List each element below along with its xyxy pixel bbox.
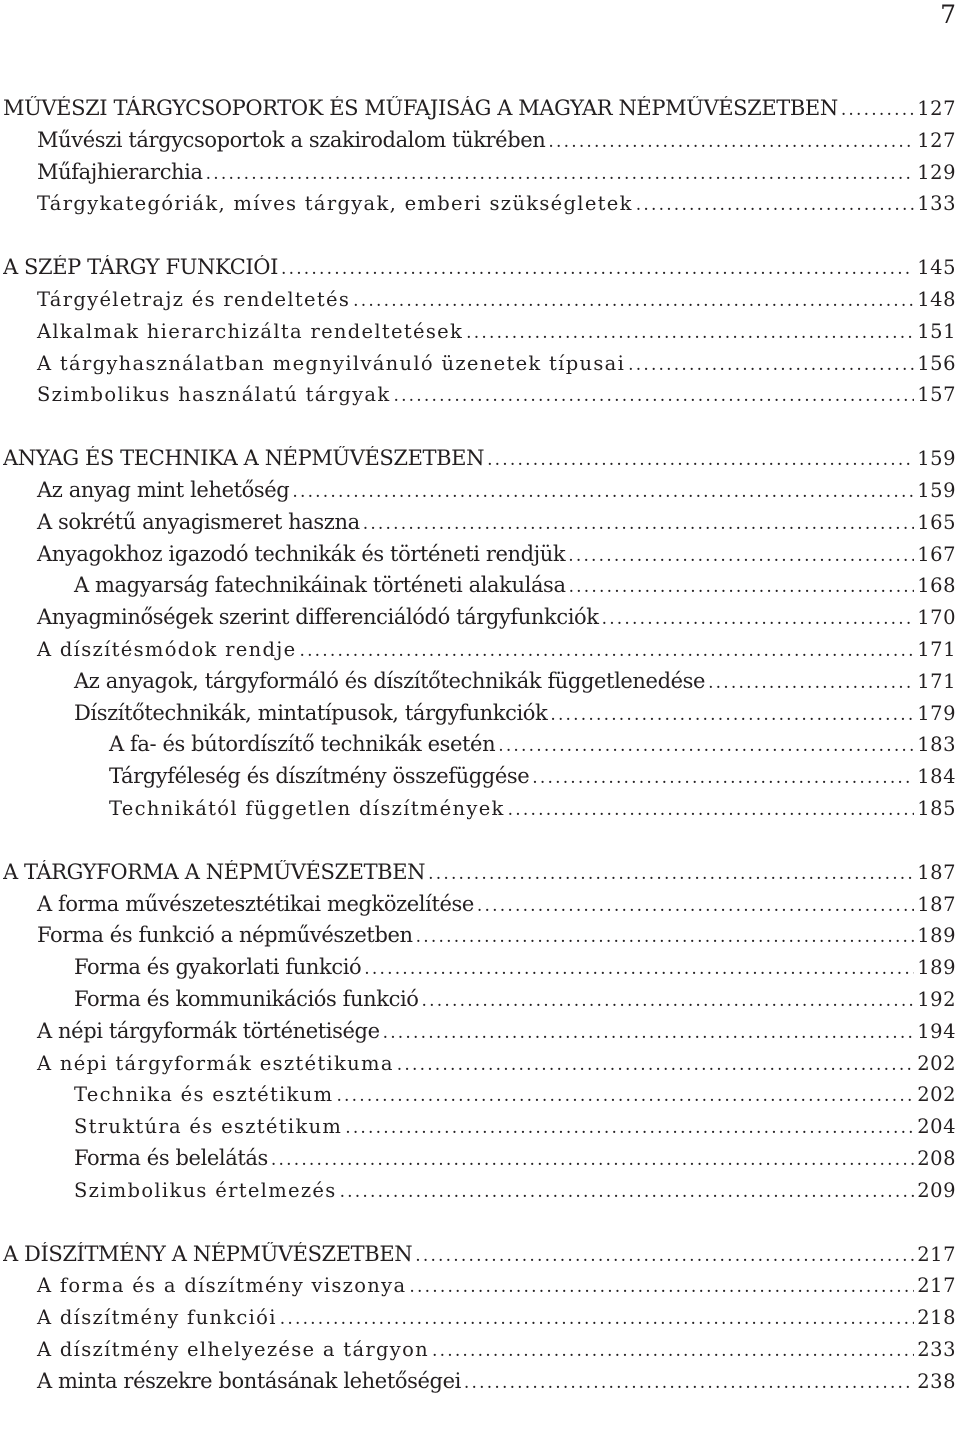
toc-entry bbox=[3, 1273, 956, 1305]
toc-entry-page-number: 179 bbox=[917, 701, 956, 725]
dot-leader bbox=[568, 542, 914, 566]
toc-entry-title: Tárgyéletrajz és rendeltetés bbox=[37, 287, 351, 311]
toc-entry-page-number: 157 bbox=[917, 383, 956, 407]
dot-leader bbox=[532, 764, 914, 788]
dot-leader bbox=[487, 446, 914, 470]
toc-section bbox=[3, 1242, 956, 1401]
toc-entry-page-number: 184 bbox=[917, 765, 956, 789]
toc-entry-page-number: 218 bbox=[917, 1306, 956, 1330]
toc-entry-page-number: 204 bbox=[917, 1115, 956, 1139]
toc-entry-page-number: 187 bbox=[917, 860, 956, 884]
dot-leader bbox=[383, 1019, 915, 1043]
toc-entry-page-number: 127 bbox=[917, 97, 956, 120]
toc-chapter-entry bbox=[3, 96, 956, 128]
dot-leader bbox=[415, 1242, 914, 1266]
page-number: 7 bbox=[940, 0, 956, 29]
toc-entry-title: MŰVÉSZI TÁRGYCSOPORTOK ÉS MŰFAJISÁG A MAGYAR NÉPMŰVÉSZETBEN bbox=[3, 96, 838, 120]
dot-leader bbox=[416, 923, 915, 947]
dot-leader bbox=[548, 128, 914, 152]
toc-entry-title: Anyagokhoz igazodó technikák és történeti rendjük bbox=[37, 541, 566, 566]
toc-entry bbox=[3, 1051, 956, 1083]
toc-entry-page-number: 194 bbox=[917, 1019, 956, 1043]
toc-entry-page-number: 208 bbox=[917, 1146, 956, 1170]
toc-entry-page-number: 185 bbox=[917, 796, 956, 820]
toc-entry-title: A díszítmény elhelyezése a tárgyon bbox=[37, 1337, 429, 1361]
toc-entry-page-number: 202 bbox=[917, 1051, 956, 1075]
toc-entry-title: A tárgyhasználatban megnyilvánuló üzenetek típusai bbox=[37, 351, 626, 375]
toc-entry-page-number: 168 bbox=[917, 574, 956, 598]
toc-entry bbox=[3, 191, 956, 223]
toc-entry-page-number: 187 bbox=[917, 892, 956, 916]
dot-leader bbox=[498, 732, 914, 756]
toc-entry-title: Az anyagok, tárgyformáló és díszítőtechnikák függetlenedése bbox=[74, 668, 706, 693]
toc-entry-page-number: 159 bbox=[917, 478, 956, 502]
dot-leader bbox=[271, 1146, 914, 1170]
dot-leader bbox=[393, 382, 914, 406]
dot-leader bbox=[292, 478, 914, 502]
toc-entry-title: A népi tárgyformák történetisége bbox=[37, 1018, 380, 1043]
toc-entry-title: Szimbolikus használatú tárgyak bbox=[37, 383, 391, 407]
toc-entry-page-number: 238 bbox=[917, 1369, 956, 1393]
dot-leader bbox=[602, 605, 915, 629]
toc-entry-title: A TÁRGYFORMA A NÉPMŰVÉSZETBEN bbox=[3, 859, 426, 884]
toc-entry bbox=[3, 1178, 956, 1210]
toc-chapter-entry bbox=[3, 1242, 956, 1274]
toc-entry-page-number: 217 bbox=[917, 1242, 956, 1266]
dot-leader bbox=[340, 1178, 915, 1202]
toc-entry-title: A magyarság fatechnikáinak történeti alakulása bbox=[74, 573, 566, 598]
toc-entry-page-number: 151 bbox=[917, 319, 956, 343]
dot-leader bbox=[477, 892, 914, 916]
toc-entry bbox=[3, 605, 956, 637]
dot-leader bbox=[550, 701, 914, 725]
toc-entry-title: A DÍSZÍTMÉNY A NÉPMŰVÉSZETBEN bbox=[3, 1241, 413, 1266]
dot-leader bbox=[409, 1273, 914, 1297]
dot-leader bbox=[432, 1337, 914, 1361]
dot-leader bbox=[353, 287, 914, 311]
toc-entry-title: A díszítmény funkciói bbox=[37, 1306, 277, 1330]
toc-entry-title: Alkalmak hierarchizálta rendeltetések bbox=[37, 319, 464, 343]
toc-chapter-entry bbox=[3, 860, 956, 892]
toc-entry-page-number: 127 bbox=[917, 128, 956, 152]
dot-leader bbox=[397, 1051, 915, 1075]
toc-entry-page-number: 145 bbox=[917, 256, 956, 280]
toc-entry bbox=[3, 987, 956, 1019]
dot-leader bbox=[206, 160, 915, 184]
toc-entry-title: A forma művészetesztétikai megközelítése bbox=[37, 891, 474, 916]
toc-entry-title: A fa- és bútordíszítő technikák esetén bbox=[109, 732, 496, 757]
toc-section bbox=[3, 860, 956, 1210]
toc-section bbox=[3, 255, 956, 414]
toc-entry-title: A népi tárgyformák esztétikuma bbox=[37, 1051, 394, 1075]
toc-entry-page-number: 148 bbox=[917, 287, 956, 311]
toc-entry bbox=[3, 1114, 956, 1146]
toc-entry-title: Műfajhierarchia bbox=[37, 159, 203, 184]
toc-entry bbox=[3, 128, 956, 160]
dot-leader bbox=[628, 351, 914, 375]
toc-entry bbox=[3, 1305, 956, 1337]
toc-entry-page-number: 171 bbox=[917, 669, 956, 693]
toc-entry-page-number: 171 bbox=[917, 637, 956, 661]
toc-section bbox=[3, 446, 956, 828]
toc-entry-page-number: 192 bbox=[917, 987, 956, 1011]
toc-entry-title: A forma és a díszítmény viszonya bbox=[37, 1274, 407, 1298]
toc-entry bbox=[3, 351, 956, 383]
toc-entry-page-number: 209 bbox=[917, 1178, 956, 1202]
toc-entry bbox=[3, 732, 956, 764]
toc-entry bbox=[3, 1146, 956, 1178]
toc-entry bbox=[3, 923, 956, 955]
toc-entry bbox=[3, 542, 956, 574]
toc-entry-title: Művészi tárgycsoportok a szakirodalom tükrében bbox=[37, 127, 546, 152]
dot-leader bbox=[569, 573, 915, 597]
toc-entry bbox=[3, 892, 956, 924]
toc-section bbox=[3, 96, 956, 223]
toc-entry bbox=[3, 287, 956, 319]
toc-entry bbox=[3, 955, 956, 987]
toc-chapter-entry bbox=[3, 255, 956, 287]
dot-leader bbox=[299, 637, 914, 661]
toc-entry-title: A minta részekre bontásának lehetőségei bbox=[37, 1368, 461, 1393]
toc-entry-page-number: 217 bbox=[917, 1274, 956, 1298]
toc-entry bbox=[3, 319, 956, 351]
toc-entry bbox=[3, 1369, 956, 1401]
toc-entry-title: A sokrétű anyagismeret haszna bbox=[37, 509, 360, 534]
toc-entry bbox=[3, 669, 956, 701]
dot-leader bbox=[336, 1082, 914, 1106]
toc-entry-page-number: 233 bbox=[917, 1337, 956, 1361]
table-of-contents bbox=[3, 96, 956, 1432]
toc-entry-page-number: 189 bbox=[917, 924, 956, 948]
toc-entry bbox=[3, 764, 956, 796]
dot-leader bbox=[636, 191, 915, 215]
toc-entry-title: Tárgyféleség és díszítmény összefüggése bbox=[109, 764, 530, 789]
toc-entry-page-number: 202 bbox=[917, 1083, 956, 1107]
toc-entry bbox=[3, 478, 956, 510]
toc-entry bbox=[3, 160, 956, 192]
dot-leader bbox=[841, 96, 914, 120]
toc-entry-page-number: 159 bbox=[917, 447, 956, 471]
dot-leader bbox=[466, 319, 914, 343]
toc-entry bbox=[3, 796, 956, 828]
dot-leader bbox=[708, 669, 914, 693]
toc-entry-page-number: 170 bbox=[917, 606, 956, 630]
toc-entry-page-number: 156 bbox=[917, 351, 956, 375]
toc-entry bbox=[3, 510, 956, 542]
toc-entry bbox=[3, 1019, 956, 1051]
toc-entry-title: Forma és gyakorlati funkció bbox=[74, 955, 362, 980]
toc-entry-title: Forma és kommunikációs funkció bbox=[74, 986, 419, 1011]
toc-entry-title: Forma és funkció a népművészetben bbox=[37, 923, 413, 948]
dot-leader bbox=[428, 860, 914, 884]
toc-entry-page-number: 189 bbox=[917, 956, 956, 980]
toc-entry-title: Technikától független díszítmények bbox=[109, 796, 505, 820]
toc-entry bbox=[3, 1337, 956, 1369]
toc-entry-page-number: 165 bbox=[917, 510, 956, 534]
toc-entry-title: Az anyag mint lehetőség bbox=[37, 477, 290, 502]
dot-leader bbox=[508, 796, 915, 820]
toc-entry-page-number: 183 bbox=[917, 733, 956, 757]
toc-entry bbox=[3, 573, 956, 605]
toc-entry-title: ANYAG ÉS TECHNIKA A NÉPMŰVÉSZETBEN bbox=[3, 446, 485, 471]
toc-entry-title: Tárgykategóriák, míves tárgyak, emberi szükségletek bbox=[37, 192, 633, 216]
toc-entry-title: Forma és belelátás bbox=[74, 1145, 268, 1170]
toc-entry-title: Struktúra és esztétikum bbox=[74, 1115, 343, 1139]
toc-entry bbox=[3, 701, 956, 733]
dot-leader bbox=[345, 1114, 914, 1138]
toc-entry-page-number: 129 bbox=[917, 160, 956, 184]
dot-leader bbox=[364, 955, 914, 979]
toc-chapter-entry bbox=[3, 446, 956, 478]
toc-entry-title: Anyagminőségek szerint differenciálódó tárgyfunkciók bbox=[37, 605, 599, 630]
dot-leader bbox=[422, 987, 915, 1011]
toc-entry bbox=[3, 1082, 956, 1114]
dot-leader bbox=[280, 1305, 915, 1329]
toc-entry-page-number: 167 bbox=[917, 542, 956, 566]
toc-entry-page-number: 133 bbox=[917, 192, 956, 216]
toc-entry-title: Díszítőtechnikák, mintatípusok, tárgyfunkciók bbox=[74, 700, 548, 725]
toc-entry-title: A díszítésmódok rendje bbox=[37, 637, 297, 661]
toc-entry bbox=[3, 382, 956, 414]
dot-leader bbox=[281, 255, 914, 279]
dot-leader bbox=[464, 1369, 914, 1393]
toc-entry-title: A SZÉP TÁRGY FUNKCIÓI bbox=[3, 255, 278, 280]
toc-entry-title: Technika és esztétikum bbox=[74, 1083, 334, 1107]
dot-leader bbox=[363, 510, 915, 534]
toc-entry bbox=[3, 637, 956, 669]
toc-entry-title: Szimbolikus értelmezés bbox=[74, 1178, 337, 1202]
